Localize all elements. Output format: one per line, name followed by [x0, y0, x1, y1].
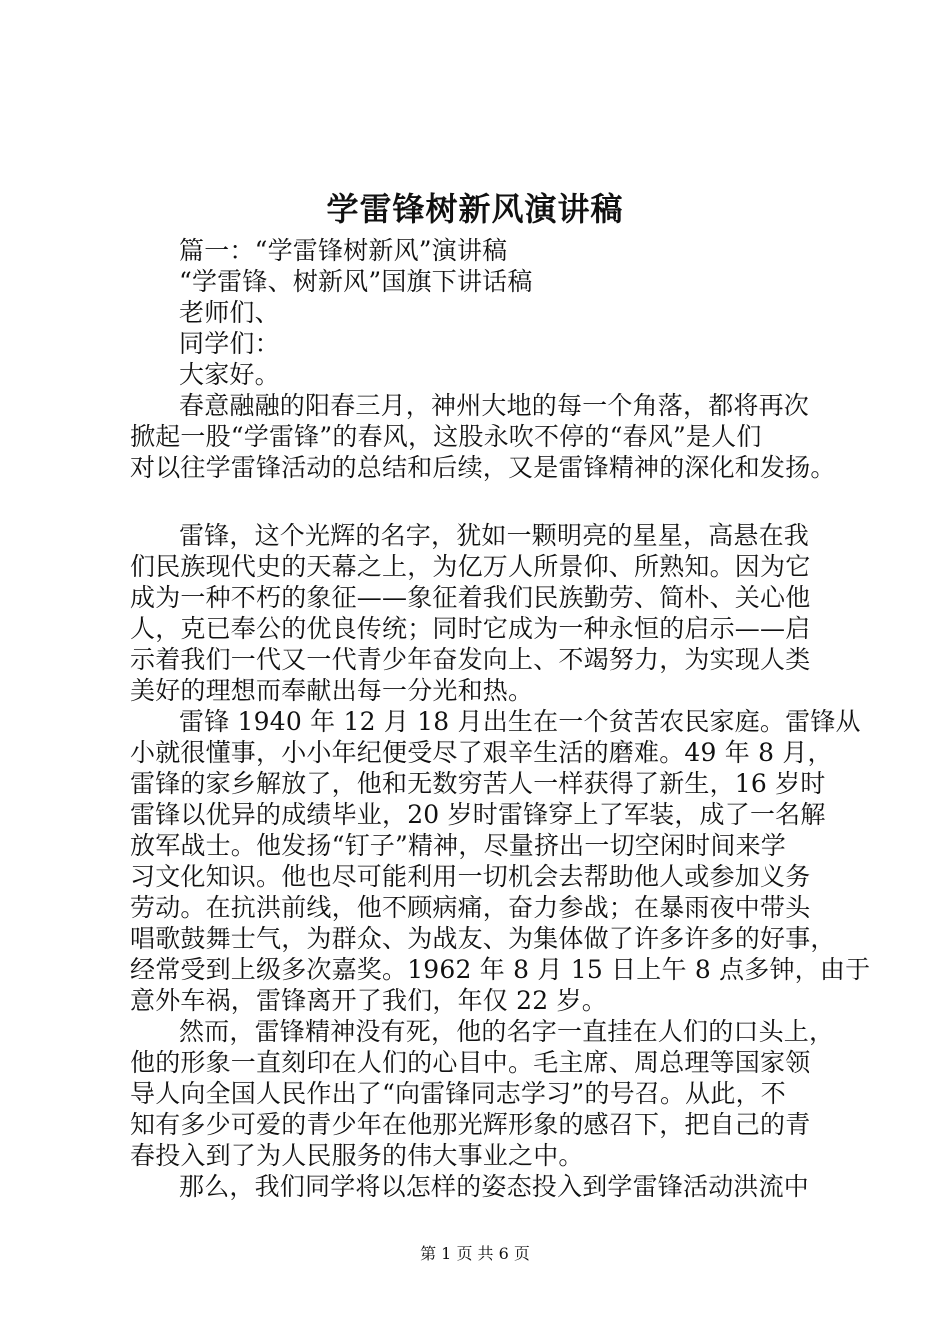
paragraph-line: 然而，雷锋精神没有死，他的名字一直挂在人们的口头上，: [179, 1017, 835, 1046]
paragraph-line: 习文化知识。他也尽可能利用一切机会去帮助他人或参加义务: [130, 862, 811, 891]
paragraph-line: 知有多少可爱的青少年在他那光辉形象的感召下，把自己的青: [130, 1110, 811, 1139]
paragraph-line: 放军战士。他发扬“钉子”精神，尽量挤出一切空闲时间来学: [130, 831, 786, 860]
paragraph-line: 春投入到了为人民服务的伟大事业之中。: [130, 1141, 584, 1170]
paragraph-line: 那么，我们同学将以怎样的姿态投入到学雷锋活动洪流中: [179, 1172, 810, 1201]
paragraph-gap: [130, 483, 848, 520]
paragraph-line: 意外车祸，雷锋离开了我们，年仅 22 岁。: [130, 986, 607, 1015]
section-heading: 篇一：“学雷锋树新风”演讲稿: [179, 236, 508, 265]
speech-heading: “学雷锋、树新风”国旗下讲话稿: [179, 267, 533, 296]
document-body: [130, 235, 871, 1202]
paragraph-line: 小就很懂事，小小年纪便受尽了艰辛生活的磨难。49 年 8 月，: [130, 738, 833, 767]
paragraph-line: 掀起一股“学雷锋”的春风，这股永吹不停的“春风”是人们: [130, 422, 762, 451]
greeting: 大家好。: [179, 360, 280, 389]
paragraph-line: 雷锋，这个光辉的名字，犹如一颗明亮的星星，高悬在我: [179, 521, 810, 550]
paragraph-line: 美好的理想而奉献出每一分光和热。: [130, 676, 534, 705]
paragraph-line: 他的形象一直刻印在人们的心目中。毛主席、周总理等国家领: [130, 1048, 811, 1077]
paragraph-line: 成为一种不朽的象征——象征着我们民族勤劳、简朴、关心他: [130, 583, 811, 612]
paragraph-line: 雷锋以优异的成绩毕业，20 岁时雷锋穿上了军装，成了一名解: [130, 800, 826, 829]
paragraph-line: 人，克已奉公的优良传统；同时它成为一种永恒的启示——启: [130, 614, 811, 643]
salutation-teachers: 老师们、: [179, 298, 280, 327]
paragraph-line: 经常受到上级多次嘉奖。1962 年 8 月 15 日上午 8 点多钟，由于: [130, 955, 871, 984]
paragraph-line: 示着我们一代又一代青少年奋发向上、不竭努力，为实现人类: [130, 645, 811, 674]
paragraph-line: 唱歌鼓舞士气，为群众、为战友、为集体做了许多许多的好事，: [130, 924, 836, 953]
salutation-students: 同学们：: [179, 329, 280, 358]
paragraph-line: 对以往学雷锋活动的总结和后续，又是雷锋精神的深化和发扬。: [130, 453, 836, 482]
document-title: 学雷锋树新风演讲稿: [326, 190, 624, 228]
paragraph-line: 春意融融的阳春三月，神州大地的每一个角落，都将再次: [179, 391, 810, 420]
paragraph-line: 劳动。在抗洪前线，他不顾病痛，奋力参战；在暴雨夜中带头: [130, 893, 811, 922]
paragraph-line: 雷锋的家乡解放了，他和无数穷苦人一样获得了新生，16 岁时: [130, 769, 826, 798]
paragraph-line: 雷锋 1940 年 12 月 18 月出生在一个贫苦农民家庭。雷锋从: [179, 707, 861, 736]
page-indicator: 第 1 页 共 6 页: [420, 1244, 530, 1263]
paragraph-line: 们民族现代史的天幕之上，为亿万人所景仰、所熟知。因为它: [130, 552, 811, 581]
paragraph-line: 导人向全国人民作出了“向雷锋同志学习”的号召。从此，不: [130, 1079, 786, 1108]
